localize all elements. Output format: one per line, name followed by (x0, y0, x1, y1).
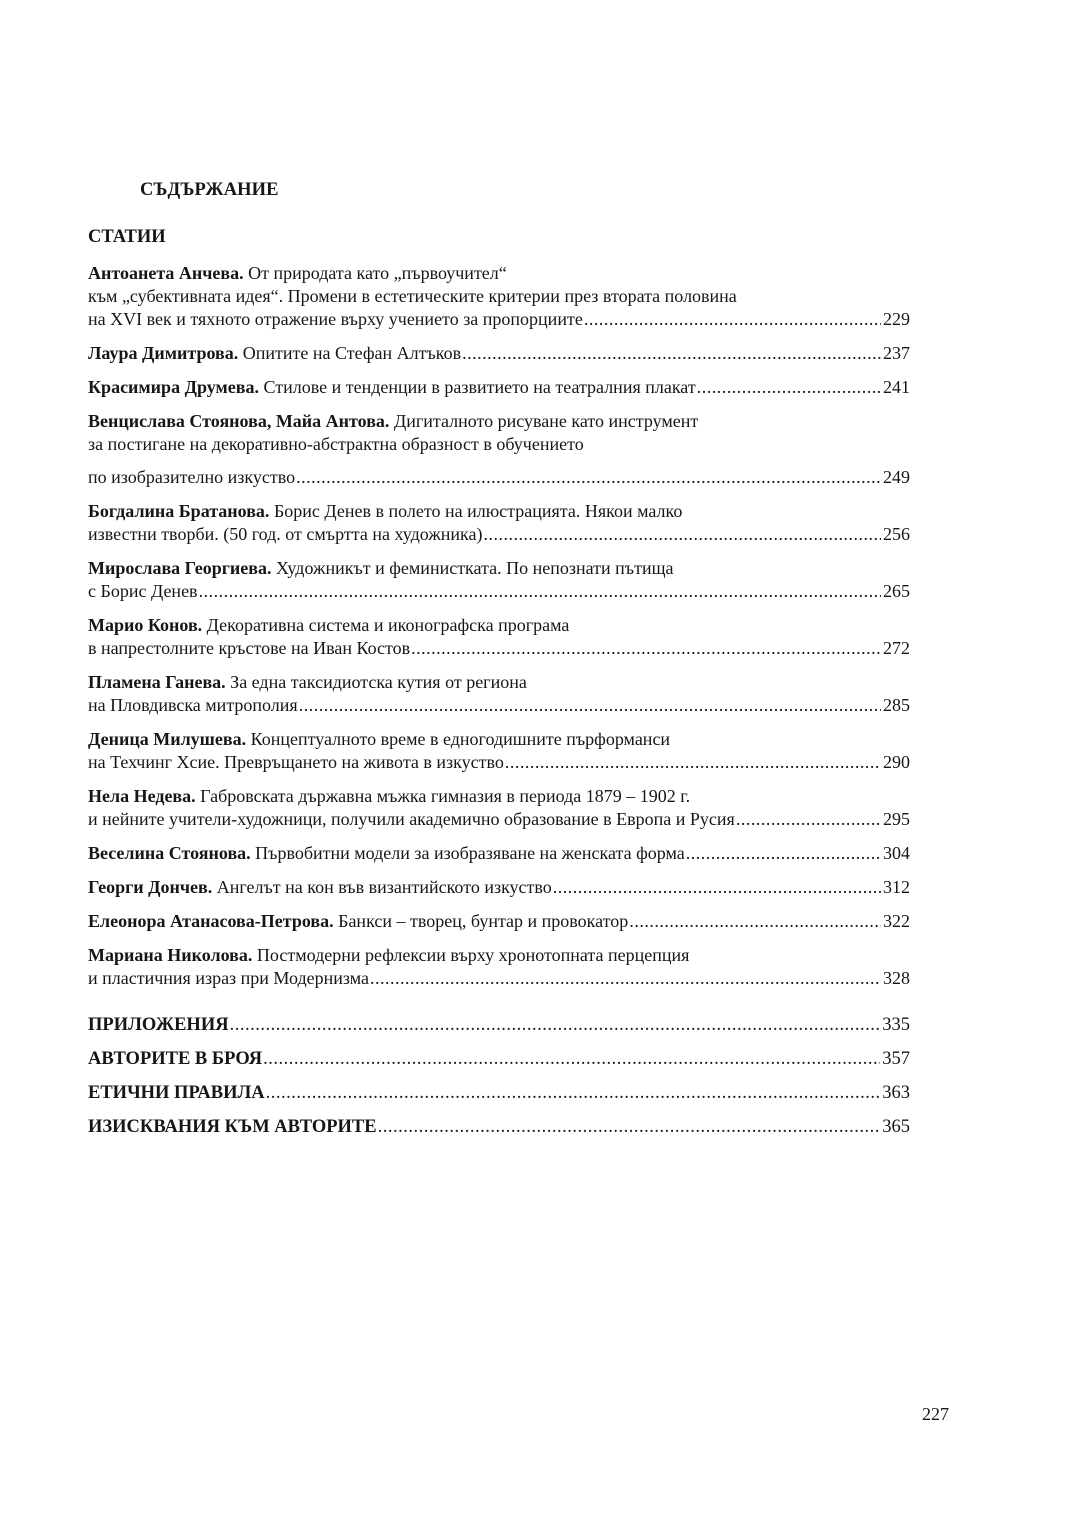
entry-author: Антоанета Анчева. (88, 263, 244, 283)
entry-title-text: Банкси – творец, бунтар и провокатор (333, 911, 629, 931)
toc-entry[interactable] (88, 944, 910, 990)
toc-entry-appendix[interactable] (88, 1048, 910, 1071)
entry-title-text: на Техчинг Хсие. Превръщането на живота в изкуство (88, 752, 504, 772)
entry-line (88, 785, 910, 808)
toc-entry-appendix[interactable] (88, 1014, 910, 1037)
entry-page-number: 357 (882, 1049, 910, 1069)
toc-entry[interactable] (88, 728, 910, 774)
entry-title-text: и нейните учители-художници, получили академично образование в Европа и Русия (88, 809, 735, 829)
dot-leader (584, 308, 881, 331)
dot-leader (629, 910, 881, 933)
dot-leader (230, 1014, 881, 1037)
section-heading-articles: СТАТИИ (88, 227, 166, 247)
entry-line (88, 410, 910, 433)
entry-last-line (88, 842, 910, 865)
entry-title-text: на Пловдивска митрополия (88, 695, 298, 715)
toc-entry-appendix[interactable] (88, 1082, 910, 1105)
entry-page-number: 365 (882, 1117, 910, 1137)
toc-entry[interactable] (88, 671, 910, 717)
entry-line (88, 262, 910, 285)
entry-page-number: 335 (882, 1015, 910, 1035)
entry-page-number: 322 (883, 911, 910, 931)
entry-line (88, 944, 910, 967)
entry-line (88, 433, 910, 456)
toc-entry[interactable] (88, 262, 910, 331)
appendix-list (88, 1014, 910, 1139)
toc-entry[interactable] (88, 557, 910, 603)
entry-title-text: за постигане на декоративно-абстрактна образност в обучението (88, 434, 584, 454)
entry-page-number: 304 (883, 843, 910, 863)
entry-line (88, 671, 910, 694)
entry-last-line (88, 376, 910, 399)
dot-leader (296, 466, 881, 489)
entry-page-number: 256 (883, 524, 910, 544)
entry-page-number: 285 (883, 695, 910, 715)
entry-title-text (88, 910, 628, 933)
dot-leader (736, 808, 881, 831)
entry-page-number: 363 (882, 1083, 910, 1103)
entry-title-text: Габровската държавна мъжка гимназия в периода 1879 – 1902 г. (195, 786, 691, 806)
entry-line (88, 614, 910, 637)
entry-author: Веселина Стоянова. (88, 843, 251, 863)
entry-last-line (88, 308, 910, 331)
dot-leader (462, 342, 881, 365)
entry-last-line (88, 1014, 910, 1037)
entry-author: Елеонора Атанасова-Петрова. (88, 911, 334, 931)
entry-last-line (88, 967, 910, 990)
entry-line (88, 500, 910, 523)
entry-title-text: Декоративна система и иконографска програма (202, 615, 570, 635)
toc-entry[interactable] (88, 376, 910, 399)
entry-author: Мариана Николова. (88, 945, 253, 965)
entry-last-line (88, 1048, 910, 1071)
entry-page-number: 249 (883, 467, 910, 487)
appendix-title: ПРИЛОЖЕНИЯ (88, 1015, 229, 1035)
entry-author: Красимира Друмева. (88, 377, 259, 397)
entry-last-line (88, 910, 910, 933)
entry-title-text: в напрестолните кръстове на Иван Костов (88, 638, 411, 658)
entry-last-line (88, 808, 910, 831)
entry-author: Деница Милушева. (88, 729, 247, 749)
page-number: 227 (922, 1404, 949, 1424)
table-of-contents (88, 262, 910, 1150)
entry-title-text: към „субективната идея“. Промени в естетическите критерии през втората половина (88, 286, 737, 306)
dot-leader (299, 694, 881, 717)
dot-leader (484, 523, 882, 546)
entry-last-line (88, 637, 910, 660)
entry-page-number: 241 (883, 377, 910, 397)
toc-entry[interactable] (88, 842, 910, 865)
dot-leader (553, 876, 881, 899)
entry-title-text: Стилове и тенденции в развитието на театралния плакат (258, 377, 696, 397)
entry-last-line (88, 523, 910, 546)
entry-page-number: 295 (883, 809, 910, 829)
appendix-title: АВТОРИТЕ В БРОЯ (88, 1049, 263, 1069)
entry-page-number: 237 (883, 343, 910, 363)
entry-last-line (88, 1082, 910, 1105)
entry-last-line (88, 580, 910, 603)
entry-page-number: 272 (883, 638, 910, 658)
entry-line (88, 557, 910, 580)
appendix-title: ЕТИЧНИ ПРАВИЛА (88, 1083, 265, 1103)
dot-leader (266, 1082, 881, 1105)
entry-last-line (88, 876, 910, 899)
dot-leader (505, 751, 881, 774)
toc-entry[interactable] (88, 785, 910, 831)
entry-last-line (88, 751, 910, 774)
dot-leader (378, 1116, 881, 1139)
toc-entry[interactable] (88, 410, 910, 489)
entry-title-text: Опитите на Стефан Алтъков (238, 343, 462, 363)
entry-title-text (88, 876, 552, 899)
toc-entry[interactable] (88, 910, 910, 933)
entry-title-text (88, 342, 461, 365)
entry-title-text: с Борис Денев (88, 581, 198, 601)
toc-entry-appendix[interactable] (88, 1116, 910, 1139)
entry-page-number: 265 (883, 581, 910, 601)
entry-title-text (88, 376, 696, 399)
entry-title-text: на XVI век и тяхното отражение върху учението за пропорциите (88, 309, 583, 329)
entry-author: Пламена Ганева. (88, 672, 226, 692)
entry-author: Марио Конов. (88, 615, 203, 635)
entry-page-number: 229 (883, 309, 910, 329)
entry-title-text: За една таксидиотска кутия от региона (225, 672, 527, 692)
contents-title: СЪДЪРЖАНИЕ (140, 180, 279, 200)
entry-title-text: Дигиталното рисуване като инструмент (389, 411, 699, 431)
entry-title-text: Концептуалното време в едногодишните пърформанси (246, 729, 671, 749)
entry-title-text: Постмодерни рефлексии върху хронотопната перцепция (252, 945, 690, 965)
entry-title-text: Ангелът на кон във византийското изкуство (212, 877, 552, 897)
entry-title-text: Първобитни модели за изобразяване на женската форма (250, 843, 685, 863)
entry-title-text: и пластичния израз при Модернизма (88, 968, 369, 988)
toc-entry[interactable] (88, 500, 910, 546)
dot-leader (411, 637, 881, 660)
toc-entry[interactable] (88, 876, 910, 899)
entry-title-text: От природата като „първоучител“ (243, 263, 507, 283)
entry-page-number: 312 (883, 877, 910, 897)
appendix-title: ИЗИСКВАНИЯ КЪМ АВТОРИТЕ (88, 1117, 377, 1137)
entry-title-text: Художникът и феминистката. По непознати пътища (271, 558, 674, 578)
dot-leader (686, 842, 881, 865)
entry-last-line (88, 694, 910, 717)
entry-last-line (88, 342, 910, 365)
dot-leader (199, 580, 881, 603)
dot-leader (263, 1048, 880, 1071)
entry-title-text: Борис Денев в полето на илюстрацията. Някои малко (269, 501, 683, 521)
entry-line (88, 728, 910, 751)
entry-last-line (88, 1116, 910, 1139)
entry-last-line (88, 466, 910, 489)
entry-author: Георги Дончев. (88, 877, 213, 897)
entry-title-text: известни творби. (50 год. от смъртта на художника) (88, 524, 483, 544)
dot-leader (697, 376, 881, 399)
entry-author: Богдалина Братанова. (88, 501, 270, 521)
entry-page-number: 328 (883, 968, 910, 988)
entry-line (88, 285, 910, 308)
dot-leader (370, 967, 881, 990)
article-list (88, 262, 910, 990)
entry-page-number: 290 (883, 752, 910, 772)
toc-entry[interactable] (88, 342, 910, 365)
entry-author: Лаура Димитрова. (88, 343, 239, 363)
entry-title-text: по изобразително изкуство (88, 467, 296, 487)
toc-entry[interactable] (88, 614, 910, 660)
entry-author: Венцислава Стоянова, Майа Антова. (88, 411, 390, 431)
entry-author: Нела Недева. (88, 786, 196, 806)
entry-title-text (88, 842, 685, 865)
entry-author: Мирослава Георгиева. (88, 558, 272, 578)
